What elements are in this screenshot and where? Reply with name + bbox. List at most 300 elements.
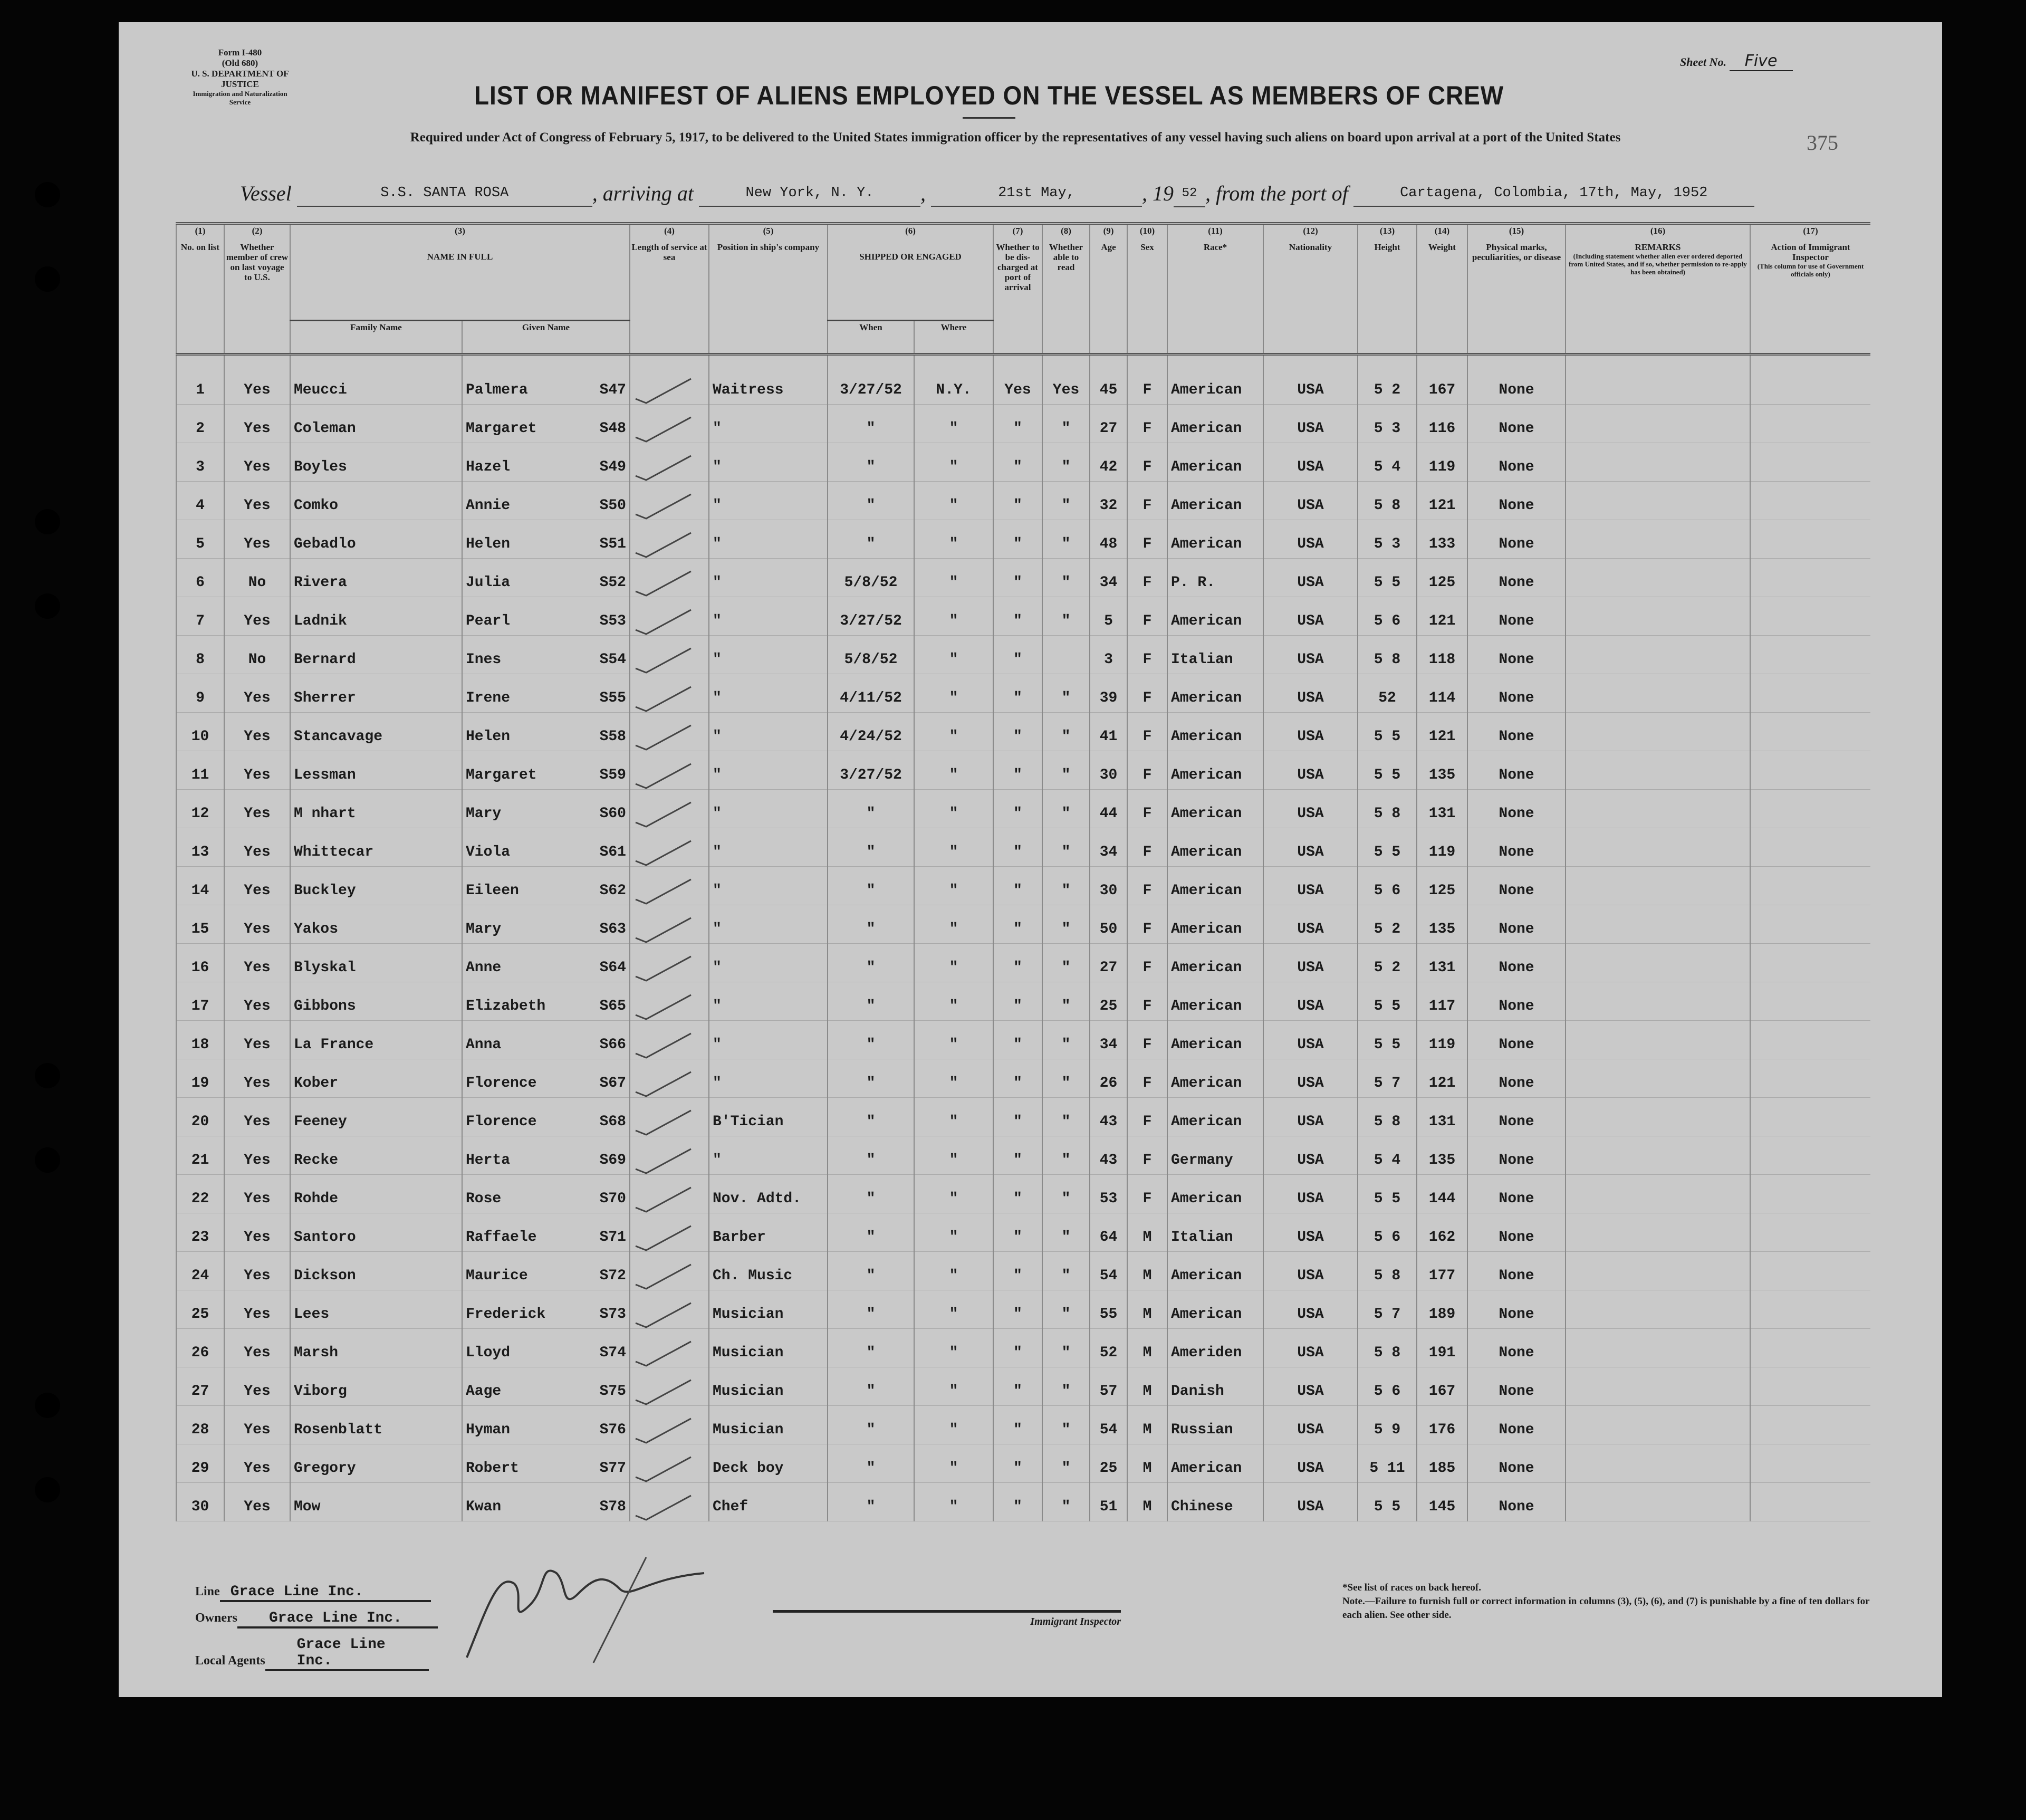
age: 34 — [1099, 844, 1118, 860]
able-to-read: " — [1061, 1306, 1071, 1323]
cell-remarks — [1566, 520, 1750, 559]
cell-age — [1090, 520, 1127, 559]
race: American — [1171, 459, 1242, 475]
cell-shipped-when — [828, 790, 914, 828]
cell-shipped-when — [828, 443, 914, 482]
cell-physical-marks — [1467, 520, 1566, 559]
column-header-4 — [630, 224, 709, 355]
handwritten-check-mark — [630, 878, 694, 905]
cell-family-name — [290, 1213, 462, 1252]
cell-inspector-action — [1750, 1098, 1870, 1136]
physical-marks: None — [1499, 1345, 1534, 1361]
cell-no — [176, 597, 224, 636]
cell-sex — [1127, 1136, 1167, 1175]
cell-to-be-discharged — [993, 790, 1042, 828]
cell-remarks — [1566, 1406, 1750, 1444]
cell-able-to-read — [1042, 597, 1090, 636]
footnotes — [1342, 1581, 1870, 1622]
cell-service-length — [630, 520, 709, 559]
position: B'Tician — [713, 1114, 784, 1130]
shipped-when: " — [866, 1383, 876, 1400]
cell-physical-marks — [1467, 1136, 1566, 1175]
cell-shipped-where — [914, 1021, 993, 1059]
table-row — [176, 1252, 1870, 1290]
handwritten-check-mark — [630, 1340, 694, 1367]
able-to-read: " — [1061, 1460, 1071, 1477]
nationality: USA — [1297, 459, 1324, 475]
cell-nationality — [1263, 482, 1358, 520]
cell-weight — [1417, 674, 1467, 713]
cell-shipped-where — [914, 559, 993, 597]
cell-to-be-discharged — [993, 1329, 1042, 1367]
physical-marks: None — [1499, 652, 1534, 668]
physical-marks: None — [1499, 806, 1534, 822]
table-row — [176, 597, 1870, 636]
cell-sex — [1127, 1059, 1167, 1098]
cell-weight — [1417, 1021, 1467, 1059]
subcolumn-label: Where — [940, 322, 967, 332]
to-be-discharged: " — [1013, 574, 1022, 591]
cell-able-to-read — [1042, 1213, 1090, 1252]
height: 5 11 — [1369, 1460, 1405, 1477]
weight: 135 — [1428, 1152, 1456, 1168]
cell-remarks — [1566, 355, 1750, 405]
handwritten-check-mark — [630, 647, 694, 674]
cell-age — [1090, 1175, 1127, 1213]
cell-service-length — [630, 1483, 709, 1521]
last-voyage: No — [248, 574, 266, 591]
able-to-read: " — [1061, 459, 1071, 475]
cell-remarks — [1566, 1252, 1750, 1290]
cell-height — [1358, 355, 1417, 405]
cell-inspector-action — [1750, 1175, 1870, 1213]
position: " — [713, 960, 722, 976]
family-name: Boyles — [294, 459, 347, 475]
family-name: Buckley — [294, 883, 356, 899]
cell-remarks — [1566, 1290, 1750, 1329]
shipped-where: " — [949, 1422, 958, 1438]
handwritten-check-mark — [630, 955, 694, 982]
column-header-6 — [828, 224, 993, 321]
cell-given-name — [462, 1290, 630, 1329]
cell-shipped-where — [914, 482, 993, 520]
cell-to-be-discharged — [993, 867, 1042, 905]
cell-shipped-where — [914, 944, 993, 982]
cell-physical-marks — [1467, 1406, 1566, 1444]
cell-age — [1090, 1290, 1127, 1329]
crew-number: S55 — [599, 690, 626, 706]
nationality: USA — [1297, 998, 1324, 1014]
cell-sex — [1127, 1021, 1167, 1059]
family-name: Sherrer — [294, 690, 356, 706]
nationality: USA — [1297, 729, 1324, 745]
cell-no — [176, 867, 224, 905]
cell-sex — [1127, 1252, 1167, 1290]
sex: F — [1142, 806, 1152, 822]
family-name: Blyskal — [294, 960, 356, 976]
height: 5 5 — [1374, 729, 1401, 745]
sex: F — [1142, 883, 1152, 899]
sheet-number — [1680, 52, 1793, 71]
cell-physical-marks — [1467, 751, 1566, 790]
cell-height — [1358, 1098, 1417, 1136]
cell-nationality — [1263, 597, 1358, 636]
table-row — [176, 790, 1870, 828]
handwritten-check-mark — [630, 994, 694, 1020]
cell-family-name — [290, 355, 462, 405]
crew-number: S52 — [599, 574, 626, 591]
crew-number: S75 — [599, 1383, 626, 1400]
race: American — [1171, 883, 1242, 899]
cell-to-be-discharged — [993, 597, 1042, 636]
handwritten-check-mark — [630, 609, 694, 635]
column-number: (10) — [1139, 226, 1155, 236]
cell-given-name — [462, 1329, 630, 1367]
crew-number: S47 — [599, 382, 626, 398]
arrival-date: 21st May, — [931, 180, 1142, 207]
cell-shipped-where — [914, 1059, 993, 1098]
column-header-7 — [993, 224, 1042, 355]
last-voyage: Yes — [244, 382, 271, 398]
cell-last-voyage — [224, 790, 290, 828]
table-row — [176, 1290, 1870, 1329]
height: 5 4 — [1374, 1152, 1401, 1168]
crew-number: S66 — [599, 1037, 626, 1053]
last-voyage: Yes — [244, 497, 271, 514]
cell-shipped-when — [828, 1444, 914, 1483]
physical-marks: None — [1499, 1229, 1534, 1246]
position: " — [713, 883, 722, 899]
column-number: (2) — [252, 226, 263, 236]
cell-to-be-discharged — [993, 1483, 1042, 1521]
cell-given-name — [462, 1059, 630, 1098]
column-header-16 — [1566, 224, 1750, 355]
shipped-where: " — [949, 613, 958, 629]
cell-race — [1167, 790, 1263, 828]
column-number: (11) — [1208, 226, 1223, 236]
cell-weight — [1417, 405, 1467, 443]
last-voyage: Yes — [244, 729, 271, 745]
row-number: 6 — [196, 574, 205, 591]
cell-sex — [1127, 482, 1167, 520]
cell-physical-marks — [1467, 1098, 1566, 1136]
shipped-when: 5/8/52 — [844, 574, 898, 591]
cell-weight — [1417, 1213, 1467, 1252]
cell-race — [1167, 405, 1263, 443]
cell-nationality — [1263, 405, 1358, 443]
sex: M — [1142, 1229, 1152, 1246]
height: 5 8 — [1374, 1114, 1401, 1130]
age: 44 — [1099, 806, 1118, 822]
column-number: (14) — [1434, 226, 1450, 236]
cell-family-name — [290, 1136, 462, 1175]
cell-to-be-discharged — [993, 636, 1042, 674]
cell-last-voyage — [224, 405, 290, 443]
cell-nationality — [1263, 1444, 1358, 1483]
column-label: Height — [1374, 242, 1400, 252]
to-be-discharged: " — [1013, 998, 1022, 1014]
position: " — [713, 652, 722, 668]
cell-age — [1090, 944, 1127, 982]
cell-shipped-when — [828, 713, 914, 751]
race: Chinese — [1171, 1499, 1233, 1515]
cell-shipped-where — [914, 1444, 993, 1483]
cell-position — [709, 405, 828, 443]
cell-able-to-read — [1042, 674, 1090, 713]
shipped-where: N.Y. — [936, 382, 972, 398]
cell-given-name — [462, 713, 630, 751]
table-body — [176, 355, 1870, 1521]
cell-position — [709, 944, 828, 982]
able-to-read: " — [1061, 1499, 1071, 1515]
cell-no — [176, 1175, 224, 1213]
cell-physical-marks — [1467, 905, 1566, 944]
family-name: Stancavage — [294, 729, 383, 745]
weight: 121 — [1428, 1075, 1456, 1091]
cell-service-length — [630, 1290, 709, 1329]
cell-age — [1090, 790, 1127, 828]
cell-position — [709, 1175, 828, 1213]
table-row — [176, 520, 1870, 559]
shipped-when: " — [866, 998, 876, 1014]
weight: 125 — [1428, 883, 1456, 899]
cell-given-name — [462, 405, 630, 443]
able-to-read: " — [1061, 806, 1071, 822]
cell-inspector-action — [1750, 482, 1870, 520]
sex: F — [1142, 767, 1152, 783]
cell-height — [1358, 713, 1417, 751]
cell-position — [709, 1483, 828, 1521]
cell-given-name — [462, 1136, 630, 1175]
cell-sex — [1127, 905, 1167, 944]
able-to-read: " — [1061, 613, 1071, 629]
last-voyage: Yes — [244, 998, 271, 1014]
cell-inspector-action — [1750, 559, 1870, 597]
last-voyage: Yes — [244, 844, 271, 860]
cell-nationality — [1263, 1367, 1358, 1406]
race: American — [1171, 1037, 1242, 1053]
crew-number: S69 — [599, 1152, 626, 1168]
cell-able-to-read — [1042, 559, 1090, 597]
family-name: Bernard — [294, 652, 356, 668]
column-number: (7) — [1012, 226, 1023, 236]
cell-race — [1167, 982, 1263, 1021]
cell-given-name — [462, 1098, 630, 1136]
handwritten-check-mark — [630, 917, 694, 943]
row-number: 17 — [191, 998, 209, 1014]
handwritten-check-mark — [630, 1186, 694, 1213]
position: Musician — [713, 1306, 784, 1323]
position: " — [713, 497, 722, 514]
position: " — [713, 921, 722, 937]
column-number: (4) — [664, 226, 675, 236]
cell-inspector-action — [1750, 1329, 1870, 1367]
to-be-discharged: " — [1013, 1152, 1022, 1168]
cell-last-voyage — [224, 482, 290, 520]
cell-last-voyage — [224, 1444, 290, 1483]
age: 5 — [1104, 613, 1113, 629]
shipped-where: " — [949, 844, 958, 860]
shipped-when: 3/27/52 — [840, 767, 902, 783]
column-header-11 — [1167, 224, 1263, 355]
cell-last-voyage — [224, 1213, 290, 1252]
nationality: USA — [1297, 1268, 1324, 1284]
column-label: Physical marks, peculiarities, or disease — [1472, 242, 1561, 262]
cell-family-name — [290, 1175, 462, 1213]
cell-last-voyage — [224, 520, 290, 559]
height: 5 8 — [1374, 1268, 1401, 1284]
cell-nationality — [1263, 751, 1358, 790]
inspector-signature-line: Immigrant Inspector — [773, 1610, 1121, 1628]
height: 5 3 — [1374, 536, 1401, 552]
column-header-1 — [176, 224, 224, 355]
cell-race — [1167, 1290, 1263, 1329]
cell-height — [1358, 482, 1417, 520]
cell-shipped-where — [914, 674, 993, 713]
cell-height — [1358, 828, 1417, 867]
cell-family-name — [290, 559, 462, 597]
family-name: Viborg — [294, 1383, 347, 1400]
to-be-discharged: " — [1013, 613, 1022, 629]
weight: 133 — [1428, 536, 1456, 552]
cell-shipped-where — [914, 867, 993, 905]
cell-last-voyage — [224, 1406, 290, 1444]
crew-number: S76 — [599, 1422, 626, 1438]
cell-remarks — [1566, 482, 1750, 520]
cell-weight — [1417, 1444, 1467, 1483]
cell-no — [176, 1367, 224, 1406]
handwritten-check-mark — [630, 1109, 694, 1136]
cell-height — [1358, 944, 1417, 982]
cell-shipped-when — [828, 905, 914, 944]
height: 5 3 — [1374, 420, 1401, 437]
cell-remarks — [1566, 559, 1750, 597]
cell-physical-marks — [1467, 1329, 1566, 1367]
weight: 177 — [1428, 1268, 1456, 1284]
manifest-sheet — [119, 22, 1942, 1697]
cell-given-name — [462, 1483, 630, 1521]
cell-physical-marks — [1467, 1444, 1566, 1483]
physical-marks: None — [1499, 1383, 1534, 1400]
cell-to-be-discharged — [993, 1290, 1042, 1329]
cell-service-length — [630, 790, 709, 828]
column-label: Weight — [1428, 242, 1456, 252]
cell-weight — [1417, 482, 1467, 520]
position: Deck boy — [713, 1460, 784, 1477]
family-name: Lessman — [294, 767, 356, 783]
age: 3 — [1104, 652, 1113, 668]
last-voyage: Yes — [244, 1499, 271, 1515]
cell-inspector-action — [1750, 1059, 1870, 1098]
cell-family-name — [290, 982, 462, 1021]
table-row — [176, 1059, 1870, 1098]
race: American — [1171, 998, 1242, 1014]
cell-service-length — [630, 559, 709, 597]
cell-no — [176, 1444, 224, 1483]
family-name: Lees — [294, 1306, 330, 1323]
sex: F — [1142, 420, 1152, 437]
table-header — [176, 224, 1870, 355]
cell-position — [709, 1021, 828, 1059]
shipped-where: " — [949, 652, 958, 668]
cell-no — [176, 405, 224, 443]
able-to-read: Yes — [1052, 382, 1080, 398]
to-be-discharged: " — [1013, 652, 1022, 668]
cell-no — [176, 751, 224, 790]
family-name: Feeney — [294, 1114, 347, 1130]
given-name: Viola — [466, 844, 511, 860]
shipped-when: " — [866, 806, 876, 822]
cell-physical-marks — [1467, 636, 1566, 674]
cell-last-voyage — [224, 1290, 290, 1329]
column-header-12 — [1263, 224, 1358, 355]
weight: 131 — [1428, 806, 1456, 822]
weight: 117 — [1428, 998, 1456, 1014]
weight: 119 — [1428, 844, 1456, 860]
sex: F — [1142, 613, 1152, 629]
age: 34 — [1099, 574, 1118, 591]
cell-shipped-when — [828, 828, 914, 867]
table-row — [176, 443, 1870, 482]
nationality: USA — [1297, 921, 1324, 937]
weight: 185 — [1428, 1460, 1456, 1477]
cell-nationality — [1263, 1483, 1358, 1521]
last-voyage: Yes — [244, 1268, 271, 1284]
binder-hole — [35, 182, 60, 207]
agents-label: Local Agents — [195, 1654, 265, 1668]
given-name: Robert — [466, 1460, 519, 1477]
cell-able-to-read — [1042, 905, 1090, 944]
row-number: 23 — [191, 1229, 209, 1246]
cell-able-to-read — [1042, 713, 1090, 751]
cell-sex — [1127, 867, 1167, 905]
cell-physical-marks — [1467, 355, 1566, 405]
age: 26 — [1099, 1075, 1118, 1091]
able-to-read: " — [1061, 536, 1071, 552]
cell-position — [709, 790, 828, 828]
cell-given-name — [462, 1406, 630, 1444]
nationality: USA — [1297, 883, 1324, 899]
shipped-when: " — [866, 1306, 876, 1323]
cell-sex — [1127, 1329, 1167, 1367]
cell-able-to-read — [1042, 1098, 1090, 1136]
column-label: REMARKS — [1635, 242, 1681, 252]
cell-race — [1167, 636, 1263, 674]
cell-nationality — [1263, 1252, 1358, 1290]
cell-shipped-where — [914, 355, 993, 405]
cell-inspector-action — [1750, 867, 1870, 905]
physical-marks: None — [1499, 536, 1534, 552]
physical-marks: None — [1499, 690, 1534, 706]
column-header-14 — [1417, 224, 1467, 355]
cell-sex — [1127, 751, 1167, 790]
crew-number: S70 — [599, 1191, 626, 1207]
table-row — [176, 1213, 1870, 1252]
cell-position — [709, 828, 828, 867]
cell-inspector-action — [1750, 790, 1870, 828]
weight: 121 — [1428, 613, 1456, 629]
cell-remarks — [1566, 1136, 1750, 1175]
cell-age — [1090, 443, 1127, 482]
cell-physical-marks — [1467, 982, 1566, 1021]
cell-able-to-read — [1042, 944, 1090, 982]
nationality: USA — [1297, 574, 1324, 591]
position: " — [713, 998, 722, 1014]
given-name: Florence — [466, 1075, 537, 1091]
cell-family-name — [290, 1406, 462, 1444]
cell-family-name — [290, 636, 462, 674]
cell-inspector-action — [1750, 751, 1870, 790]
